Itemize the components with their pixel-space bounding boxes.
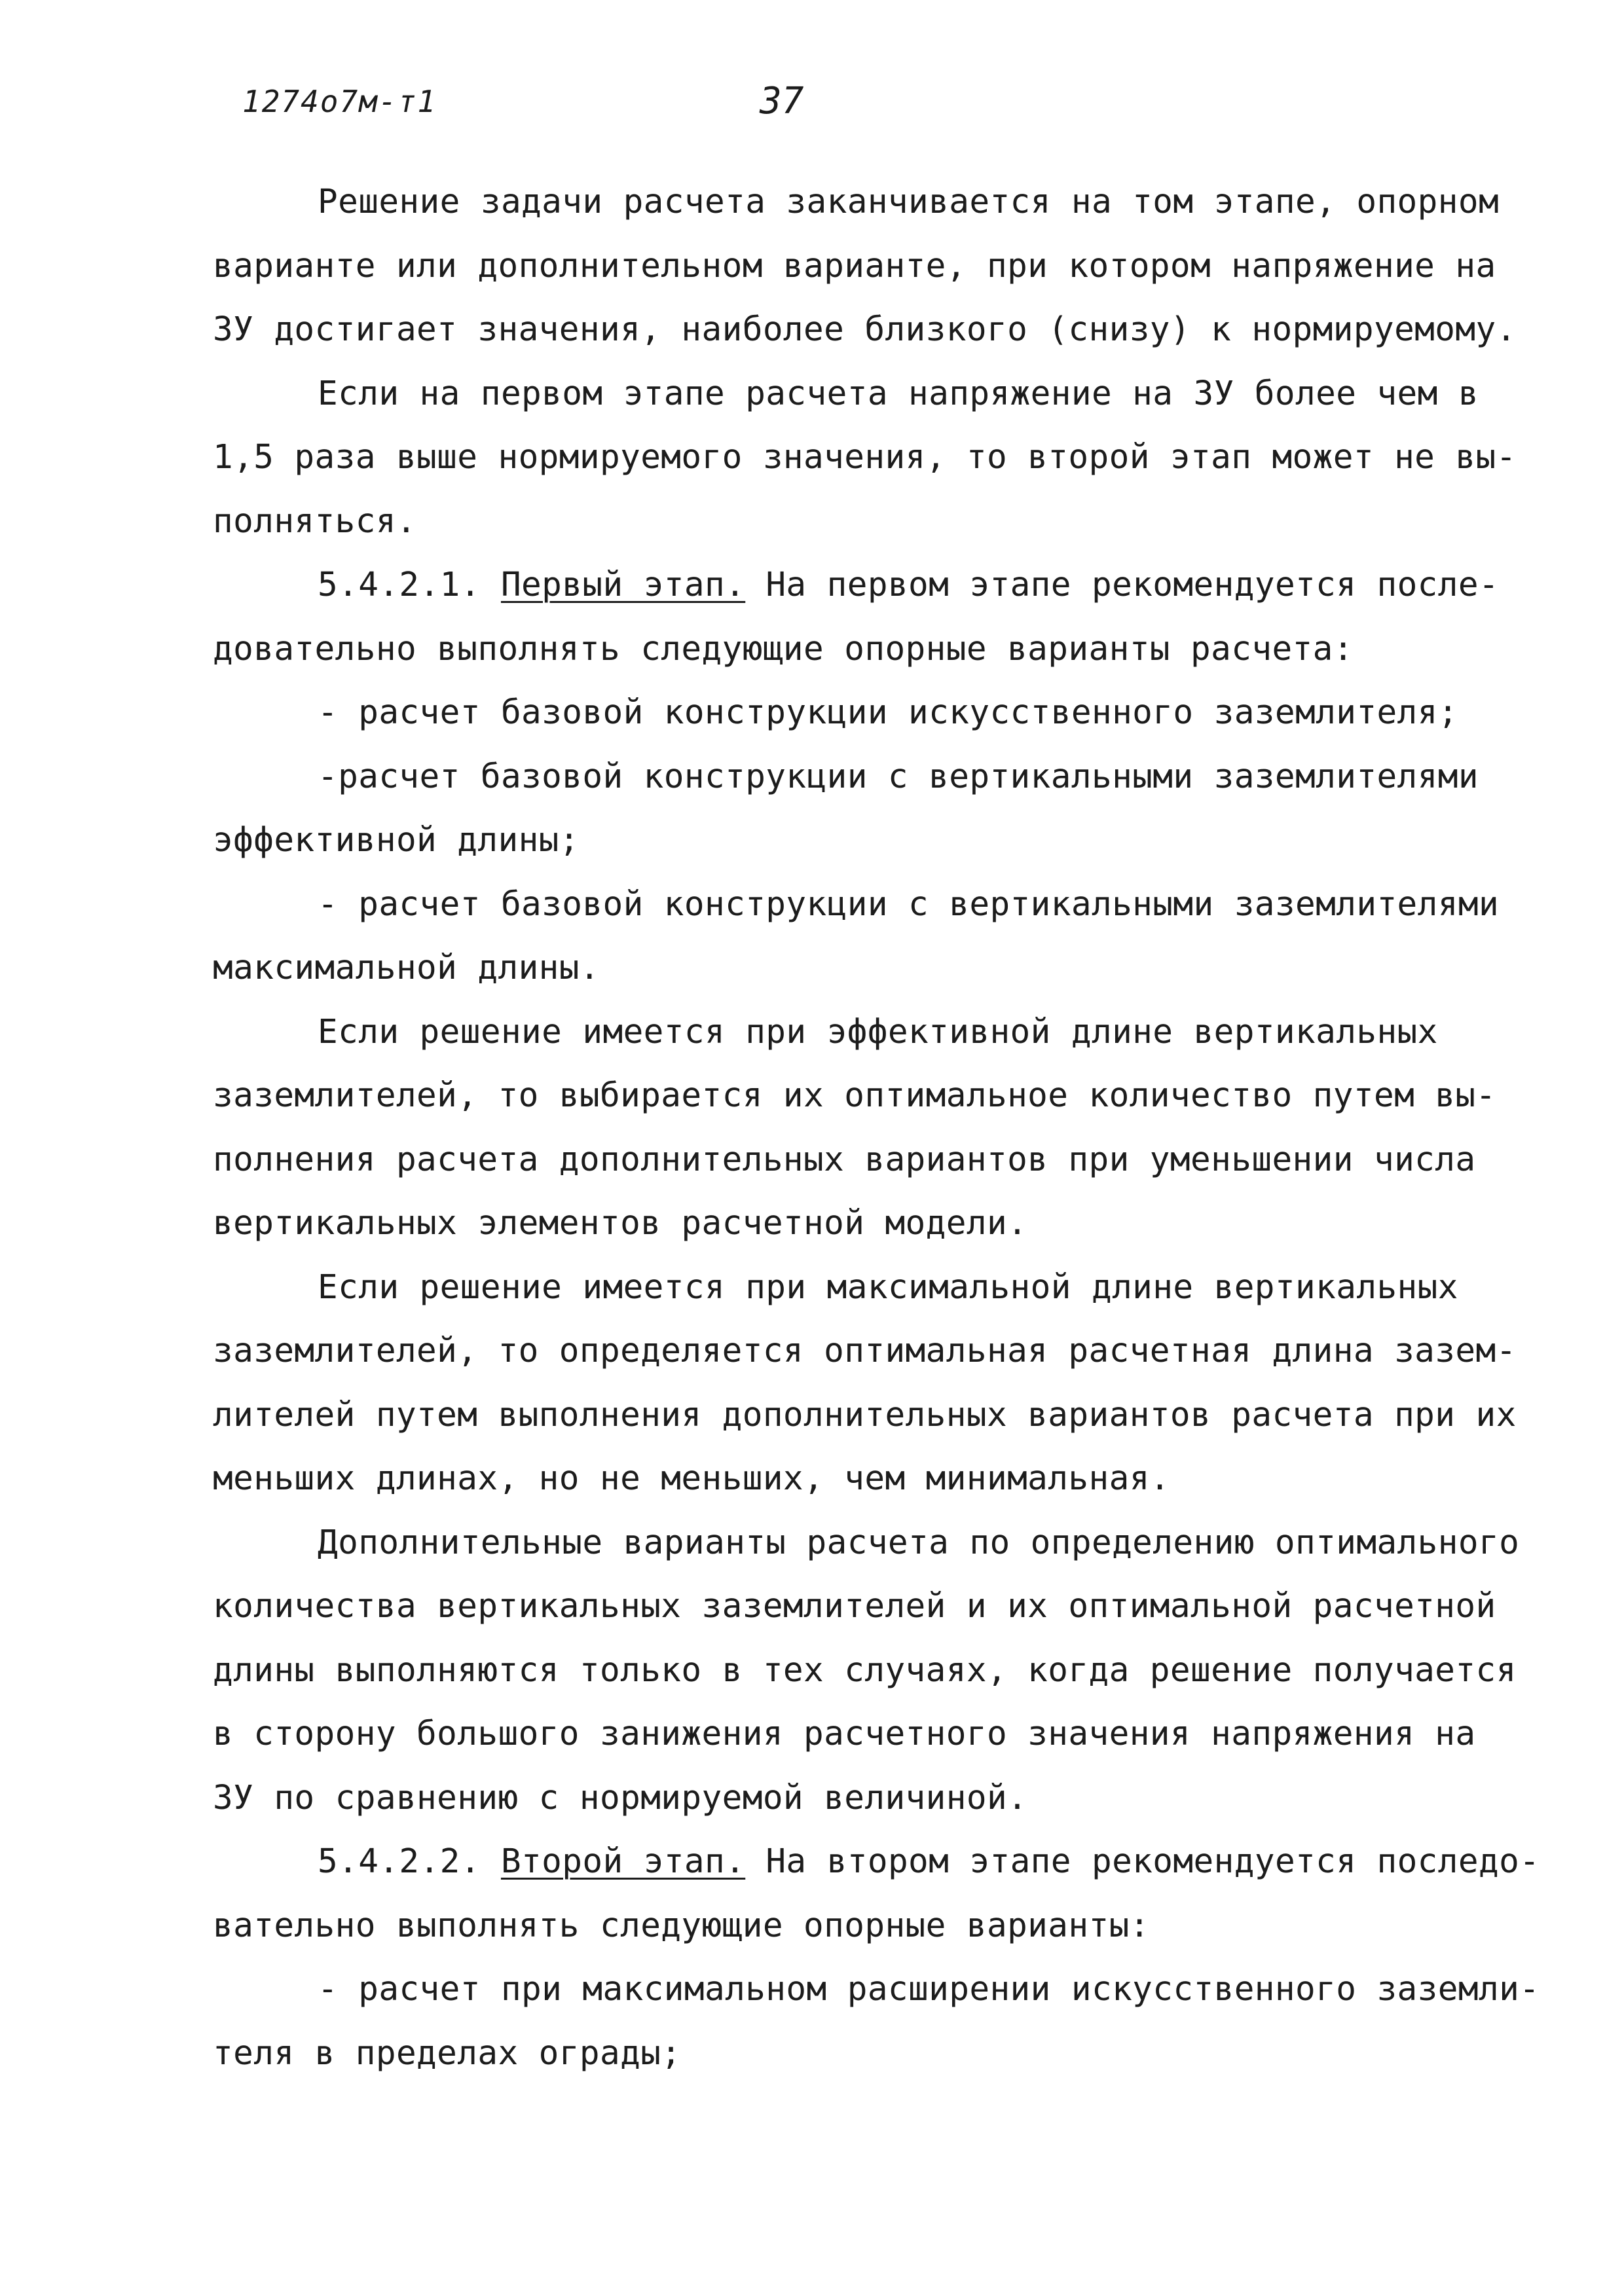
body-text: [213, 170, 1540, 2085]
text-line: ЗУ по сравнению с нормируемой величиной.: [213, 1778, 1028, 1817]
text-line: меньших длинах, но не меньших, чем минимальная.: [213, 1459, 1170, 1498]
section-text: На втором этапе рекомендуется последо-: [745, 1842, 1540, 1881]
text-line: максимальной длины.: [213, 949, 600, 987]
section-text: На первом этапе рекомендуется после-: [745, 566, 1500, 604]
text-line: Дополнительные варианты расчета по определению оптимального: [318, 1523, 1520, 1562]
text-line: ЗУ достигает значения, наиболее близкого (снизу) к нормируемому.: [213, 310, 1517, 349]
section-number: 5.4.2.2.: [318, 1842, 481, 1881]
section-heading-line: [213, 1830, 1540, 1894]
text-line: Решение задачи расчета заканчивается на том этапе, опорном: [318, 183, 1500, 221]
section-title: Первый этап.: [500, 566, 746, 604]
text-line: в сторону большого занижения расчетного значения напряжения на: [213, 1715, 1476, 1753]
text-line: довательно выполнять следующие опорные варианты расчета:: [213, 629, 1354, 668]
list-item: - расчет базовой конструкции с вертикальными заземлителями: [318, 884, 1500, 924]
list-item: -расчет базовой конструкции с вертикальными заземлителями: [318, 757, 1479, 796]
text-line: заземлителей, то выбирается их оптимальное количество путем вы-: [213, 1076, 1496, 1115]
text-line: эффективной длины;: [213, 821, 580, 860]
text-line: вертикальных элементов расчетной модели.: [213, 1204, 1028, 1243]
text-line: Если решение имеется при эффективной длине вертикальных: [318, 1012, 1438, 1051]
list-item: - расчет при максимальном расширении искусственного заземли-: [318, 1970, 1540, 2009]
text-line: Если на первом этапе расчета напряжение на ЗУ более чем в: [318, 374, 1479, 413]
text-line: Если решение имеется при максимальной длине вертикальных: [318, 1267, 1458, 1307]
text-line: лителей путем выполнения дополнительных вариантов расчета при их: [213, 1395, 1517, 1434]
section-title: Второй этап.: [500, 1842, 746, 1881]
text-line: 1,5 раза выше нормируемого значения, то второй этап может не вы-: [213, 438, 1517, 477]
section-number: 5.4.2.1.: [318, 566, 481, 604]
text-line: полняться.: [213, 501, 417, 541]
text-line: теля в пределах ограды;: [213, 2033, 682, 2073]
text-line: длины выполняются только в тех случаях, когда решение получается: [213, 1650, 1517, 1690]
section-heading-line: [213, 553, 1500, 617]
text-line: заземлителей, то определяется оптимальная расчетная длина зазем-: [213, 1332, 1517, 1370]
document-code: 1274о7м-т1: [242, 84, 437, 119]
text-line: количества вертикальных заземлителей и их оптимальной расчетной: [213, 1587, 1496, 1626]
text-line: варианте или дополнительном варианте, при котором напряжение на: [213, 246, 1496, 285]
text-line: вательно выполнять следующие опорные варианты:: [213, 1906, 1150, 1945]
text-line: полнения расчета дополнительных вариантов при уменьшении числа: [213, 1140, 1476, 1179]
page-number: 37: [760, 80, 804, 122]
list-item: - расчет базовой конструкции искусственного заземлителя;: [318, 693, 1458, 732]
